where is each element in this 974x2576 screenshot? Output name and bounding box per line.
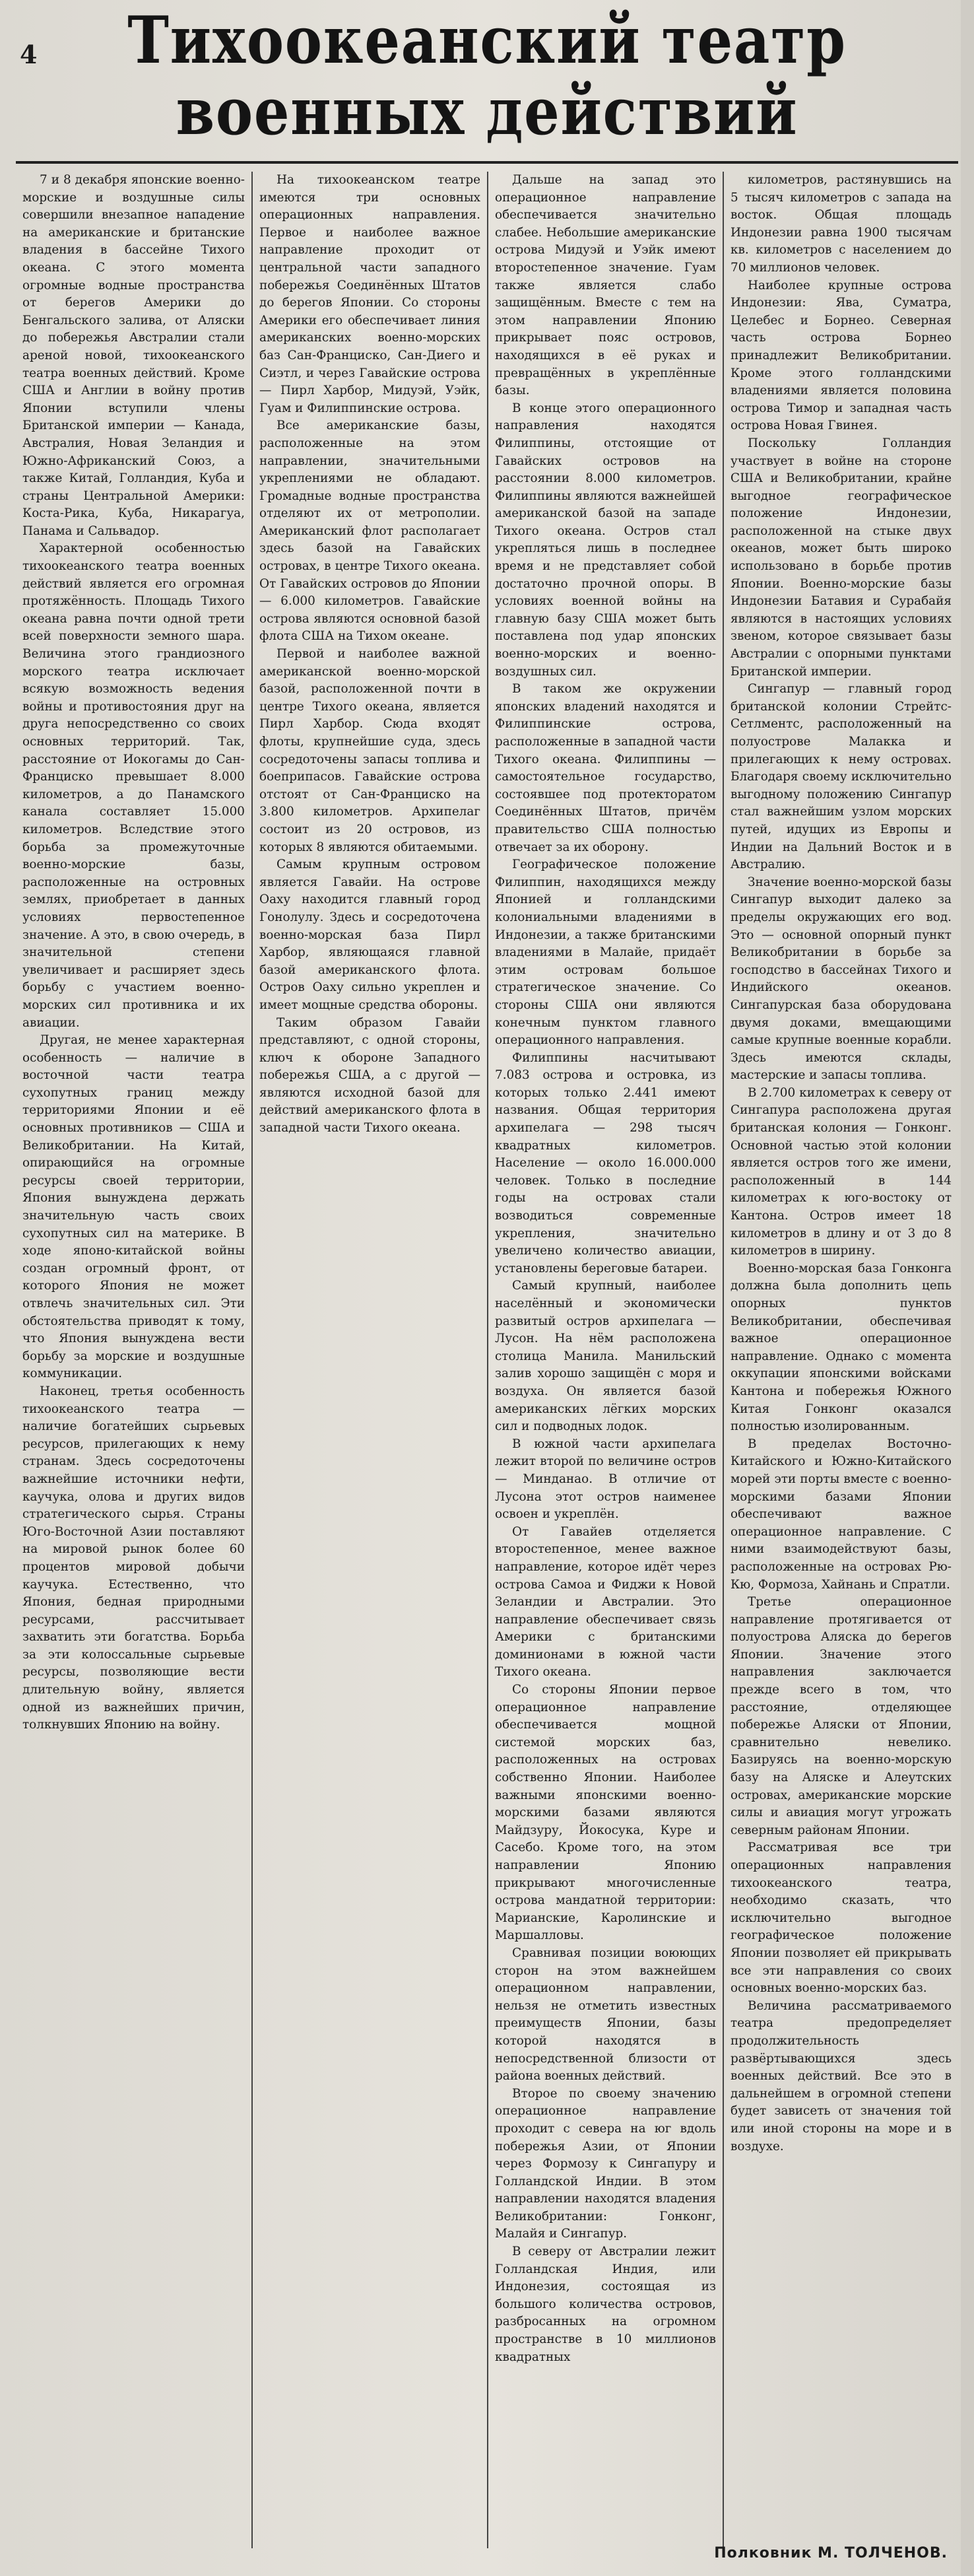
paragraph: Самым крупным островом является Гавайи. На острове Оаху находится главный город Гонолулу. Здесь и сосредоточена военно-морская база Пирл Харбор, являющаяся главной базой американского флота. Остров Оаху сильно укреплен и имеет мощные средства обороны. (259, 858, 480, 1012)
paragraph: В таком же окружении японских владений находятся и Филиппинские острова, расположенные в западной части Тихого океана. Филиппины — самостоятельное государство, состоявшее под протекторатом Соединённых Штатов, причём правительство США полностью отвечает за их оборону. (495, 682, 716, 854)
page-edge (961, 0, 974, 2576)
paragraph: километров, растянувшись на 5 тысяч километров с запада на восток. Общая площадь Индонезии равна 1900 тысячам кв. километров с населением до 70 миллионов человек. (730, 173, 952, 275)
article-body (16, 172, 958, 2548)
paragraph: Характерной особенностью тихоокеанского театра военных действий является его огромная протяжённость. Площадь Тихого океана равна почти одной трети всей поверхности земного шара. Величина этого грандиозного морского театра исключает всякую возможность ведения войны и противостояния друг на друга непосредственно со своих основных территорий. Так, расстояние от Иокогамы до Сан-Франциско превышает 8.000 километров, а до Панамского канала составляет 15.000 километров. Вследствие этого борьба за промежуточные военно-морские базы, расположенные на островных землях, приобретает в данных условиях первостепенное значение. А это, в свою очередь, в значительной степени увеличивает и расширяет здесь борьбу с участием военно-морских сил противника и их авиации. (22, 541, 245, 1030)
paragraph: Рассматривая все три операционных направления тихоокеанского театра, необходимо сказать, что исключительно выгодное географическое положение Японии позволяет ей прикрывать все эти направления со своих основных военно-морских баз. (730, 1841, 952, 1996)
paragraph: Дальше на запад это операционное направление обеспечивается значительно слабее. Небольшие американские острова Мидуэй и Уэйк имеют второстепенное значение. Гуам также является слабо защищённым. Вместе с тем на этом направлении Японию прикрывает пояс островов, находящихся в её руках и превращённых в укреплённые базы. (495, 173, 716, 398)
paragraph: Таким образом Гавайи представляют, с одной стороны, ключ к обороне Западного побережья США, а с другой — являются исходной базой для действий американского флота в западной части Тихого океана. (259, 1015, 480, 1135)
paragraph: Сингапур — главный город британской колонии Стрейтс-Сетлментс, расположенный на полуострове Малакка и прилегающих к нему островах. Благодаря своему исключительно выгодному положению Сингапур стал важнейшим узлом морских путей, идущих из Европы и Индии на Дальний Восток и в Австралию. (730, 682, 952, 872)
paragraph: Величина рассматриваемого театра предопределяет продолжительность развёртывающихся здесь военных действий. Все это в дальнейшем в огромной степени будет зависеть от значения той или иной стороны на море и в воздухе. (730, 1998, 952, 2153)
text-column-2 (251, 172, 487, 2548)
paragraph: В пределах Восточно-Китайского и Южно-Китайского морей эти порты вместе с военно-морскими базами Японии обеспечивают важное операционное направление. С ними взаимодействуют базы, расположенные на островах Рю-Кю, Формоза, Хайнань и Спратли. (730, 1437, 952, 1592)
paragraph: Географическое положение Филиппин, находящихся между Японией и голландскими колониальными владениями в Индонезии, а также британскими владениями в Малайе, придаёт этим островам большое стратегическое значение. Со стороны США они являются конечным пунктом главного операционного направления. (495, 858, 716, 1048)
text-column-3 (487, 172, 723, 2548)
paragraph: В северу от Австралии лежит Голландская Индия, или Индонезия, состоящая из большого количества островов, разбросанных на огромном пространстве в 10 миллионов квадратных (495, 2245, 716, 2364)
text-column-1 (16, 172, 251, 2548)
paragraph: Второе по своему значению операционное направление проходит с севера на юг вдоль побережья Азии, от Японии через Формозу к Сингапуру и Голландской Индии. В этом направлении находятся владения Великобритании: Гонконг, Малайя и Сингапур. (495, 2086, 716, 2241)
paragraph: Филиппины насчитывают 7.083 острова и островка, из которых только 2.441 имеют названия. Общая территория архипелага — 298 тысяч квадратных километров. Население — около 16.000.000 человек. Только в последние годы на островах стали возводиться современные укрепления, значительно увеличено количество авиации, установлены береговые батареи. (495, 1050, 716, 1275)
paragraph: Военно-морская база Гонконга должна была дополнить цепь опорных пунктов Великобритании, обеспечивая важное операционное направление. Однако с момента оккупации японскими войсками Кантона и побережья Южного Китая Гонконг оказался полностью изолированным. (730, 1261, 952, 1434)
headline-line-2: военных действий (176, 74, 798, 150)
paragraph: Все американские базы, расположенные на этом направлении, значительными укреплениями не обладают. Громадные водные пространства отделяют их от метрополии. Американский флот располагает здесь базой на Гавайских островах, в центре Тихого океана. От Гавайских островов до Японии — 6.000 километров. Гавайские острова являются основной базой флота США на Тихом океане. (259, 419, 480, 644)
paragraph: 7 и 8 декабря японские военно-морские и воздушные силы совершили внезапное нападение на американские и британские владения в бассейне Тихого океана. С этого момента огромные водные пространства от берегов Америки до Бенгальского залива, от Аляски до побережья Австралии стали ареной новой, тихоокеанского театра военных действий. Кроме США и Англии в войну против Японии вступили члены Британской империи — Канада, Австралия, Новая Зеландия и Южно-Африканский Союз, а также Китай, Голландия, Куба и страны Центральной Америки: Коста-Рика, Куба, Никарагуа, Панама и Сальвадор. (22, 173, 245, 538)
paragraph: Со стороны Японии первое операционное направление обеспечивается мощной системой морских баз, расположенных на островах собственно Японии. Наиболее важными японскими военно-морскими базами являются Майдзуру, Йокосука, Куре и Сасебо. Кроме того, на этом направлении Японию прикрывают многочисленные острова мандатной территории: Марианские, Каролинские и Маршалловы. (495, 1683, 716, 1943)
paragraph: Самый крупный, наиболее населённый и экономически развитый остров архипелага — Лусон. На нём расположена столица Манила. Манильский залив хорошо защищён с моря и воздуха. Он является базой американских лёгких морских сил и подводных лодок. (495, 1279, 716, 1434)
headline-rule (16, 161, 958, 164)
paragraph: На тихоокеанском театре имеются три основных операционных направления. Первое и наиболее важное направление проходит от центральной части западного побережья Соединённых Штатов до берегов Японии. Со стороны Америки его обеспечивает линия американских военно-морских баз Сан-Франциско, Сан-Диего и Сиэтл, и через Гавайские острова — Пирл Харбор, Мидуэй, Уэйк, Гуам и Филиппинские острова. (259, 173, 480, 415)
author-signature: Полковник М. ТОЛЧЕНОВ. (714, 2545, 948, 2561)
article-headline (0, 5, 974, 148)
text-column-4 (723, 172, 958, 2548)
paragraph: В 2.700 километрах к северу от Сингапура расположена другая британская колония — Гонконг. Основной частью этой колонии является остров того же имени, расположенный в 144 километрах к юго-востоку от Кантона. Остров имеет 18 километров в длину и от 3 до 8 километров в ширину. (730, 1085, 952, 1258)
paragraph: Сравнивая позиции воюющих сторон на этом важнейшем операционном направлении, нельзя не отметить известных преимуществ Японии, базы которой находятся в непосредственной близости от района военных действий. (495, 1946, 716, 2084)
paragraph: Наиболее крупные острова Индонезии: Ява, Суматра, Целебес и Борнео. Северная часть острова Борнео принадлежит Великобритании. Кроме этого голландскими владениями является половина острова Тимор и западная часть острова Новая Гвинея. (730, 278, 952, 433)
paragraph: Другая, не менее характерная особенность — наличие в восточной части театра сухопутных границ между территориями Японии и её основных противников — США и Великобритании. На Китай, опирающийся на огромные ресурсы своей территории, Япония вынуждена держать значительную часть своих сухопутных сил на материке. В ходе японо-китайской войны создан огромный фронт, от которого Япония не может отвлечь значительных сил. Эти обстоятельства приводят к тому, что Япония вынуждена вести борьбу за морские и воздушные коммуникации. (22, 1033, 245, 1381)
paragraph: Значение военно-морской базы Сингапур выходит далеко за пределы окружающих его вод. Это — основной опорный пункт Великобритании в борьбе за господство в бассейнах Тихого и Индийского океанов. Сингапурская база оборудована двумя доками, вмещающими самые крупные военные корабли. Здесь имеются склады, мастерские и запасы топлива. (730, 875, 952, 1083)
paragraph: Третье операционное направление протягивается от полуострова Аляска до берегов Японии. Значение этого направления заключается прежде всего в том, что расстояние, отделяющее побережье Аляски от Японии, сравнительно невелико. Базируясь на военно-морскую базу на Аляске и Алеутских островах, американские морские силы и авиация могут угрожать северным районам Японии. (730, 1595, 952, 1837)
paragraph: В конце этого операционного направления находятся Филиппины, отстоящие от Гавайских островов на расстоянии 8.000 километров. Филиппины являются важнейшей американской базой на западе Тихого океана. Остров стал укрепляться лишь в последнее время и не представляет собой достаточно прочной опоры. В условиях военной войны на главную базу США может быть поставлена под удар японских военно-морских и военно-воздушных сил. (495, 401, 716, 679)
headline-line-1: Тихоокеанский театр (127, 3, 847, 79)
paragraph: От Гавайев отделяется второстепенное, менее важное направление, которое идёт через острова Самоа и Фиджи к Новой Зеландии и Австралии. Это направление обеспечивает связь Америки с британскими доминионами в южной части Тихого океана. (495, 1524, 716, 1679)
paragraph: Первой и наиболее важной американской военно-морской базой, расположенной почти в центре Тихого океана, является Пирл Харбор. Сюда входят флоты, крупнейшие суда, здесь сосредоточены запасы топлива и боеприпасов. Гавайские острова отстоят от Сан-Франциско на 3.800 километров. Архипелаг состоит из 20 островов, из которых 8 являются обитаемыми. (259, 647, 480, 854)
paragraph: Наконец, третья особенность тихоокеанского театра — наличие богатейших сырьевых ресурсов, прилегающих к нему странам. Здесь сосредоточены важнейшие источники нефти, каучука, олова и других видов стратегического сырья. Страны Юго-Восточной Азии поставляют на мировой рынок более 60 процентов мировой добычи каучука. Естественно, что Япония, бедная природными ресурсами, рассчитывает захватить эти богатства. Борьба за эти колоссальные сырьевые ресурсы, позволяющие вести длительную войну, является одной из важнейших причин, толкнувших Японию на войну. (22, 1384, 245, 1732)
paragraph: В южной части архипелага лежит второй по величине остров — Минданао. В отличие от Лусона этот остров наименее освоен и укреплён. (495, 1437, 716, 1522)
paragraph: Поскольку Голландия участвует в войне на стороне США и Великобритании, крайне выгодное географическое положение Индонезии, расположенной на стыке двух океанов, может быть широко использовано в борьбе против Японии. Военно-морские базы Индонезии Батавия и Сурабайя являются в настоящих условиях звеном, которое связывает базы Австралии с опорными пунктами Британской империи. (730, 436, 952, 679)
page-corner-mark: 4 (20, 40, 38, 69)
